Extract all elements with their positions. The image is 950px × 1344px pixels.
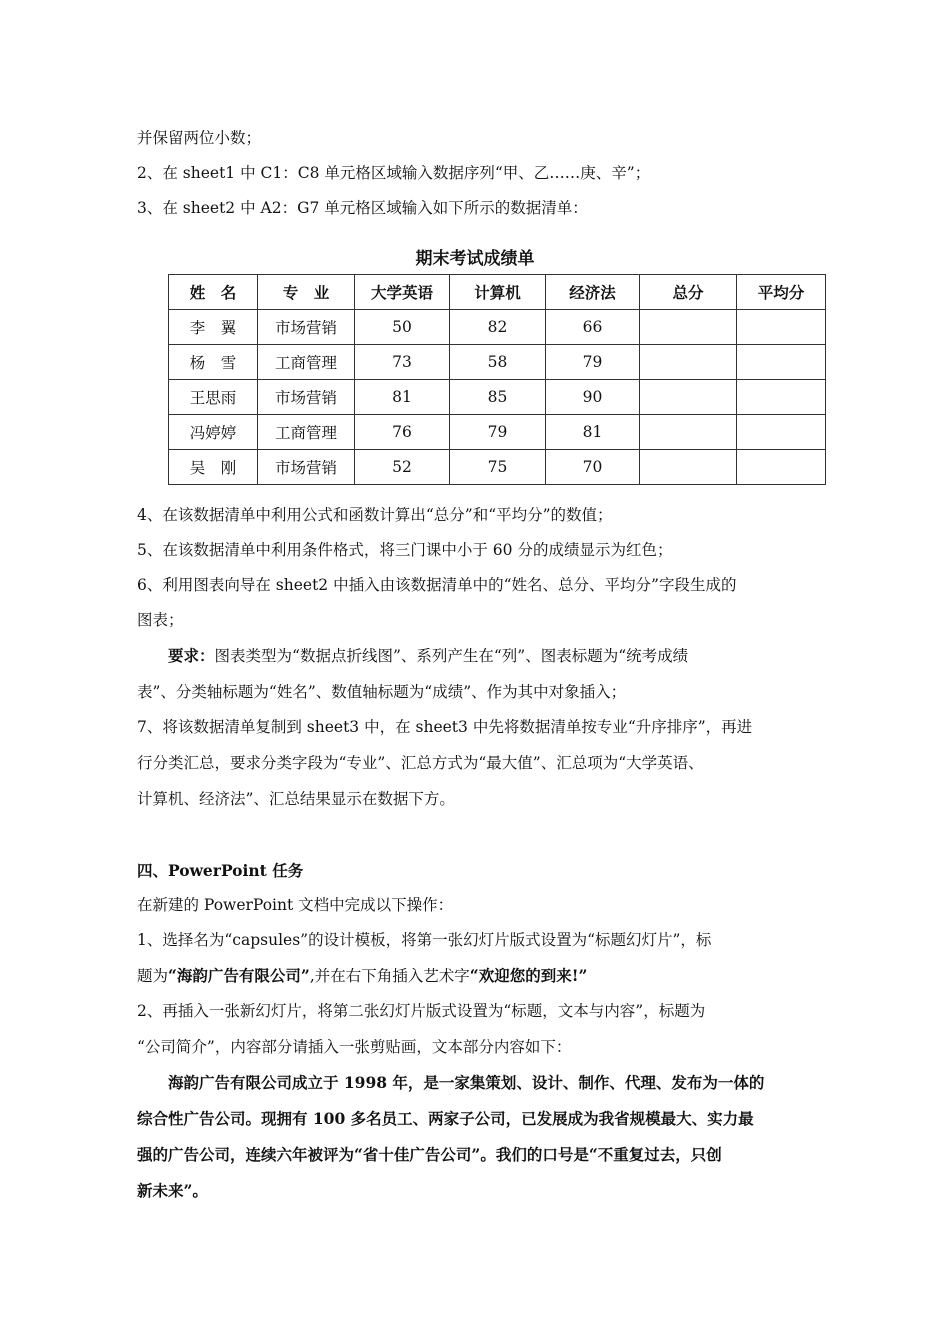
intro-item-3: 3、在 sheet2 中 A2：G7 单元格区域输入如下所示的数据清单：	[137, 199, 588, 217]
ppt-item-2-line-2: “公司简介”，内容部分请插入一张剪贴画，文本部分内容如下：	[137, 1038, 572, 1056]
cell-economic-law: 81	[546, 415, 640, 450]
cell-english: 73	[355, 345, 450, 380]
header-average: 平均分	[737, 275, 826, 310]
cell-major: 工商管理	[258, 415, 355, 450]
cell-name: 杨 雪	[169, 345, 258, 380]
cell-name: 李 翼	[169, 310, 258, 345]
table-row	[169, 380, 826, 415]
excel-item-4: 4、在该数据清单中利用公式和函数计算出“总分”和“平均分”的数值；	[137, 506, 613, 524]
ppt-body-line-4: 新未来”。	[137, 1181, 208, 1200]
ppt-item-1-line-1: 1、选择名为“capsules”的设计模板，将第一张幻灯片版式设置为“标题幻灯片”，标	[137, 931, 712, 949]
cell-economic-law: 66	[546, 310, 640, 345]
cell-name: 冯婷婷	[169, 415, 258, 450]
excel-item-6-text: 6、利用图表向导在 sheet2 中插入由该数据清单中的“姓名、总分、平均分”字段生成的	[137, 576, 737, 594]
header-total: 总分	[640, 275, 737, 310]
cell-english: 52	[355, 450, 450, 485]
ppt-item-2-line-1: 2、再插入一张新幻灯片，将第二张幻灯片版式设置为“标题，文本与内容”，标题为	[137, 1002, 706, 1020]
cell-computer: 82	[450, 310, 546, 345]
cell-economic-law: 90	[546, 380, 640, 415]
cell-english: 81	[355, 380, 450, 415]
table-row	[169, 345, 826, 380]
cell-major: 市场营销	[258, 380, 355, 415]
ppt-item-1-prefix: 题为	[137, 967, 169, 985]
cell-name: 王思雨	[169, 380, 258, 415]
cell-total	[640, 310, 737, 345]
ppt-item-1-line-2	[137, 966, 587, 986]
cell-computer: 85	[450, 380, 546, 415]
requirement-line-1	[168, 646, 859, 666]
cell-english: 50	[355, 310, 450, 345]
cell-total	[640, 415, 737, 450]
table-row	[169, 450, 826, 485]
cell-computer: 79	[450, 415, 546, 450]
requirement-text: 图表类型为“数据点折线图”、系列产生在“列”、图表标题为“统考成绩	[214, 647, 689, 665]
cell-average	[737, 450, 826, 485]
header-major: 专 业	[258, 275, 355, 310]
table-row	[169, 310, 826, 345]
cell-total	[640, 450, 737, 485]
excel-item-7-line-3: 计算机、经济法”、汇总结果显示在数据下方。	[137, 790, 455, 808]
cell-computer: 75	[450, 450, 546, 485]
header-english: 大学英语	[355, 275, 450, 310]
requirement-line-2: 表”、分类轴标题为“姓名”、数值轴标题为“成绩”、作为其中对象插入；	[137, 683, 627, 701]
ppt-intro: 在新建的 PowerPoint 文档中完成以下操作：	[137, 896, 454, 914]
table-title: 期末考试成绩单	[415, 249, 535, 269]
grades-table	[168, 274, 826, 485]
cell-major: 工商管理	[258, 345, 355, 380]
excel-item-6-line-2: 图表；	[137, 611, 184, 629]
ppt-body-line-2: 综合性广告公司。现拥有 100 多名员工、两家子公司，已发展成为我省规模最大、实力最	[137, 1109, 754, 1128]
header-name: 姓 名	[169, 275, 258, 310]
cell-name: 吴 刚	[169, 450, 258, 485]
table-row	[169, 415, 826, 450]
excel-item-7-line-2: 行分类汇总，要求分类字段为“专业”、汇总方式为“最大值”、汇总项为“大学英语、	[137, 754, 704, 772]
cell-computer: 58	[450, 345, 546, 380]
ppt-item-1-middle: ,并在右下角插入艺术字	[309, 967, 470, 985]
excel-item-7-line-1: 7、将该数据清单复制到 sheet3 中，在 sheet3 中先将数据清单按专业“升序排序”，再进	[137, 718, 753, 736]
cell-total	[640, 380, 737, 415]
cell-major: 市场营销	[258, 310, 355, 345]
requirement-label: 要求：	[168, 646, 215, 665]
ppt-section-heading: 四、PowerPoint 任务	[137, 861, 304, 880]
cell-economic-law: 79	[546, 345, 640, 380]
cell-average	[737, 415, 826, 450]
cell-average	[737, 380, 826, 415]
cell-economic-law: 70	[546, 450, 640, 485]
intro-line-decimals: 并保留两位小数；	[137, 129, 262, 147]
excel-item-5: 5、在该数据清单中利用条件格式，将三门课中小于 60 分的成绩显示为红色；	[137, 541, 673, 559]
cell-total	[640, 345, 737, 380]
cell-average	[737, 345, 826, 380]
header-economic-law: 经济法	[546, 275, 640, 310]
ppt-wordart-text: “欢迎您的到来!”	[469, 966, 588, 985]
excel-item-6-line-1	[137, 575, 859, 595]
header-computer: 计算机	[450, 275, 546, 310]
ppt-body-line-1: 海韵广告有限公司成立于 1998 年，是一家集策划、设计、制作、代理、发布为一体的	[168, 1073, 765, 1092]
ppt-company-title: “海韵广告有限公司”	[168, 966, 310, 985]
cell-average	[737, 310, 826, 345]
ppt-body-line-3: 强的广告公司，连续六年被评为“省十佳广告公司”。我们的口号是“不重复过去，只创	[137, 1145, 722, 1164]
cell-english: 76	[355, 415, 450, 450]
intro-item-2: 2、在 sheet1 中 C1：C8 单元格区域输入数据序列“甲、乙……庚、辛”；	[137, 164, 651, 182]
cell-major: 市场营销	[258, 450, 355, 485]
table-header-row	[169, 275, 826, 310]
